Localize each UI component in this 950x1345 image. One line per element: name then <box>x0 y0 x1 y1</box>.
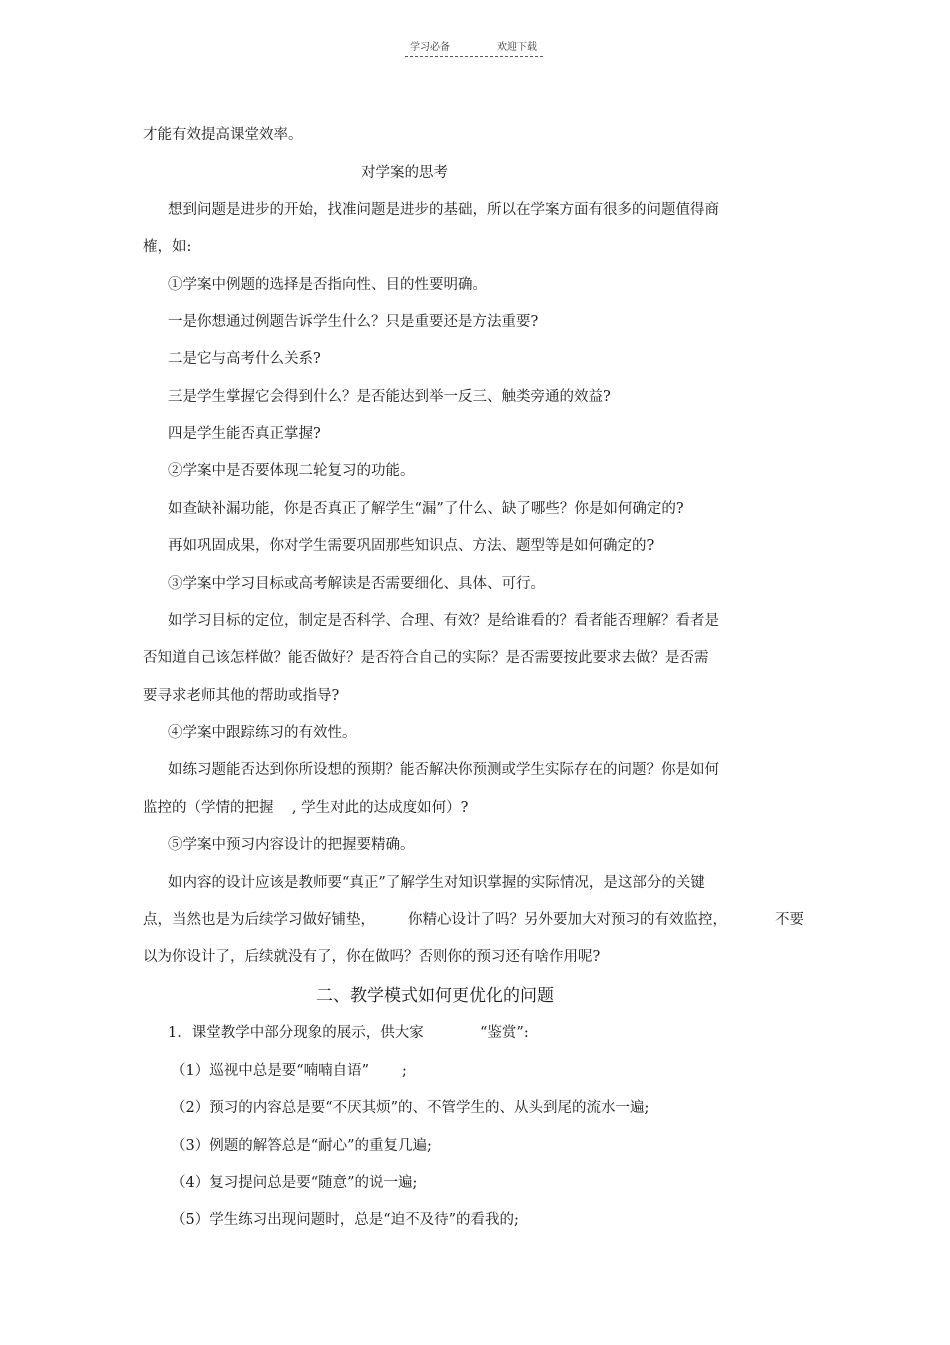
paragraph-line: 点，当然也是为后续学习做好铺垫， <box>143 912 375 928</box>
list-item: （1）巡视中总是要“喃喃自语” <box>171 1063 370 1079</box>
paragraph-line: 如学习目标的定位，制定是否科学、合理、有效？是给谁看的？看者能否理解？看者是 <box>168 613 719 629</box>
paragraph-line: 要寻求老师其他的帮助或指导? <box>143 688 340 704</box>
list-heading: “鉴赏”: <box>480 1025 529 1041</box>
header-right-text: 欢迎下载 <box>497 42 537 53</box>
list-item: ; <box>402 1063 407 1079</box>
paragraph-line: 榷，如: <box>143 239 192 255</box>
paragraph-line: 二是它与高考什么关系? <box>168 351 321 367</box>
question-heading-4: ④学案中跟踪练习的有效性。 <box>168 725 357 741</box>
list-item: （4）复习提问总是要“随意”的说一遍; <box>171 1175 418 1191</box>
question-heading-5: ⑤学案中预习内容设计的把握要精确。 <box>168 837 415 853</box>
paragraph-line: 三是学生掌握它会得到什么？是否能达到举一反三、触类旁通的效益? <box>168 389 611 405</box>
question-heading-2: ②学案中是否要体现二轮复习的功能。 <box>168 463 415 479</box>
list-item: （3）例题的解答总是“耐心”的重复几遍; <box>171 1138 432 1154</box>
list-item: （5）学生练习出现问题时，总是“迫不及待”的看我的; <box>171 1212 519 1228</box>
paragraph-line: 如查缺补漏功能，你是否真正了解学生“漏”了什么、缺了哪些？你是如何确定的? <box>168 501 684 517</box>
section-title: 对学案的思考 <box>361 165 448 181</box>
list-item: （2）预习的内容总是要“不厌其烦”的、不管学生的、从头到尾的流水一遍; <box>171 1100 650 1116</box>
paragraph-line: 才能有效提高课堂效率。 <box>143 127 303 143</box>
paragraph-line: 你精心设计了吗？另外要加大对预习的有效监控， <box>408 912 727 928</box>
paragraph-line: 否知道自己该怎样做？能否做好？是否符合自己的实际？是否需要按此要求去做？是否需 <box>143 650 709 666</box>
header-left-text: 学习必备 <box>410 42 450 53</box>
list-heading: 1．课堂教学中部分现象的展示，供大家 <box>168 1025 424 1041</box>
paragraph-line: 监控的（学情的把握 , 学生对此的达成度如何）? <box>143 800 469 816</box>
paragraph-line: 以为你设计了，后续就没有了，你在做吗？否则你的预习还有啥作用呢? <box>143 949 601 965</box>
paragraph-line: 如练习题能否达到你所设想的预期？能否解决你预测或学生实际存在的问题？你是如何 <box>168 762 719 778</box>
paragraph-line: 再如巩固成果，你对学生需要巩固那些知识点、方法、题型等是如何确定的? <box>168 538 655 554</box>
paragraph-line: 不要 <box>775 912 804 928</box>
paragraph-line: 如内容的设计应该是教师要“真正”了解学生对知识掌握的实际情况，是这部分的关键 <box>168 875 705 891</box>
paragraph-line: 想到问题是进步的开始，找准问题是进步的基础，所以在学案方面有很多的问题值得商 <box>168 202 719 218</box>
paragraph-line: 一是你想通过例题告诉学生什么？只是重要还是方法重要? <box>168 314 539 330</box>
question-heading-3: ③学案中学习目标或高考解读是否需要细化、具体、可行。 <box>168 576 545 592</box>
page-header <box>405 38 543 57</box>
question-heading-1: ①学案中例题的选择是否指向性、目的性要明确。 <box>168 277 487 293</box>
section-heading-2: 二、教学模式如何更优化的问题 <box>316 986 554 1006</box>
paragraph-line: 四是学生能否真正掌握? <box>168 426 321 442</box>
